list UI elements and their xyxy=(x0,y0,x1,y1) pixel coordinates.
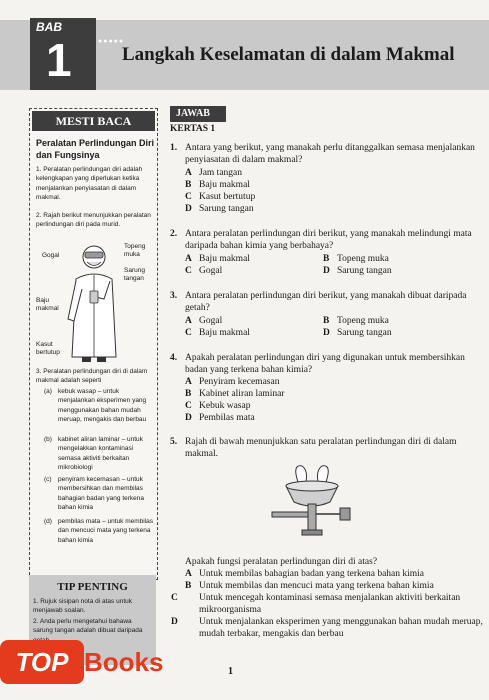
bab-dots: ●●●●● xyxy=(98,38,125,45)
chapter-number: 1 xyxy=(46,34,72,86)
question-number: 2. xyxy=(170,229,178,239)
option-b[interactable]: B Topeng muka xyxy=(323,254,389,264)
sidebar-title: Peralatan Perlindungan Diri dan Fungsinya xyxy=(36,138,155,160)
option-d[interactable]: D Sarung tangan xyxy=(323,328,392,338)
question-text: Antara yang berikut, yang manakah perlu ditanggalkan semasa menjalankan penyiasatan di dalam makmal? xyxy=(185,143,475,165)
label-topeng-muka: Topeng muka xyxy=(124,243,146,258)
question-number: 5. xyxy=(170,437,178,447)
question-number: 1. xyxy=(170,143,178,153)
sub-item-text: kebuk wasap – untuk menjalankan eksperimen yang menggunakan bahan mudah meruap, mengakis dan berbau xyxy=(58,388,147,423)
label-kasut-bertutup: Kasut bertutup xyxy=(36,341,60,356)
tip-item-2: 2. Anda perlu mengetahui bahawa sarung tangan adalah dibuat daripada xyxy=(33,618,143,635)
option-c[interactable]: C Baju makmal xyxy=(185,328,250,338)
sub-item-label: (a) xyxy=(44,388,52,395)
question-text: Rajah di bawah menunjukkan satu peralatan perlindungan diri di dalam makmal. xyxy=(185,437,457,459)
option-b[interactable]: B Topeng muka xyxy=(323,316,389,326)
question-number: 4. xyxy=(170,353,178,363)
option-b[interactable]: B Untuk membilas dan mencuci mata yang terkena bahan kimia xyxy=(185,581,434,591)
tip-heading: TIP PENTING xyxy=(57,581,128,593)
label-baju-makmal: Baju makmal xyxy=(36,297,59,312)
option-a[interactable]: A Gogal xyxy=(185,316,223,326)
option-d[interactable]: D Sarung tangan xyxy=(323,266,392,276)
jawab-heading: JAWAB xyxy=(170,106,226,122)
bab-label: BAB xyxy=(36,20,62,34)
sub-item-label: (b) xyxy=(44,436,52,443)
topbooks-logo xyxy=(0,640,180,690)
option-d[interactable]: D Sarung tangan xyxy=(185,204,254,214)
option-a[interactable]: A Jam tangan xyxy=(185,168,243,178)
question-5-prompt: Apakah fungsi peralatan perlindungan diri di atas? xyxy=(185,557,378,567)
question-text: Antara peralatan perlindungan diri berikut, yang manakah melindungi mata daripada bahan kimia yang berbahaya? xyxy=(185,229,472,251)
question-text: Apakah peralatan perlindungan diri yang digunakan untuk membersihkan badan yang terkena bahan kimia? xyxy=(185,353,465,375)
option-d[interactable]: D Pembilas mata xyxy=(185,413,255,423)
chapter-badge xyxy=(30,18,125,90)
option-b[interactable]: B Kabinet aliran laminar xyxy=(185,389,285,399)
sub-item-text: kabinet aliran laminar – untuk mengelakkan kontaminasi semasa aktiviti berkaitan mikrobiologi xyxy=(58,436,143,471)
question-number: 3. xyxy=(170,291,178,301)
sub-item-label: (c) xyxy=(44,476,52,483)
option-a[interactable]: A Untuk membilas bahagian badan yang terkena bahan kimia xyxy=(185,569,425,579)
logo-top: TOP xyxy=(0,640,84,684)
sidebar-item-3: 3. Peralatan perlindungan diri di dalam makmal adalah seperti xyxy=(36,368,148,385)
question-text: Antara peralatan perlindungan diri berikut, yang manakah dibuat daripada getah? xyxy=(185,291,467,313)
option-a[interactable]: A Baju makmal xyxy=(185,254,250,264)
sidebar-item-1: 1. Peralatan perlindungan diri adalah kelengkapan yang diperlukan ketika menjalankan penyiasatan di dalam makmal. xyxy=(36,166,143,201)
chapter-title: Langkah Keselamatan di dalam Makmal xyxy=(122,44,455,65)
logo-books: Books xyxy=(84,647,164,677)
sub-item-text: penyiram kecemasan – untuk membersihkan dan membilas bahagian badan yang terkena bahan kimia xyxy=(58,476,145,511)
option-a[interactable]: A Penyiram kecemasan xyxy=(185,377,280,387)
eye-wash-station-illustration xyxy=(268,460,356,538)
option-d[interactable]: D Untuk menjalankan eksperimen yang menggunakan bahan mudah meruap, mudah terbakar, mengakis dan berbau xyxy=(171,617,483,639)
sub-item-text: pembilas mata – untuk membilas dan mencuci mata yang terkena bahan kimia xyxy=(58,518,154,544)
option-c[interactable]: C Kasut bertutup xyxy=(185,192,256,202)
kertas-label: KERTAS 1 xyxy=(170,124,216,134)
mesti-baca-heading: MESTI BACA xyxy=(32,111,155,131)
option-c[interactable]: C Kebuk wasap xyxy=(185,401,251,411)
option-b[interactable]: B Baju makmal xyxy=(185,180,250,190)
option-c[interactable]: C Untuk mencegah kontaminasi semasa menjalankan aktiviti berkaitan mikroorganisma xyxy=(171,593,461,615)
sub-item-label: (d) xyxy=(44,518,52,525)
label-gogal: Gogal xyxy=(42,252,60,259)
label-sarung-tangan: Sarung tangan xyxy=(124,267,145,282)
page-number: 1 xyxy=(228,666,233,677)
sidebar-item-2: 2. Rajah berikut menunjukkan peralatan perlindungan diri pada murid. xyxy=(36,212,151,229)
option-c[interactable]: C Gogal xyxy=(185,266,223,276)
tip-item-1: 1. Rujuk sisipan nota di atas untuk menjawab soalan. xyxy=(33,598,133,615)
mesti-baca-panel xyxy=(29,108,158,580)
